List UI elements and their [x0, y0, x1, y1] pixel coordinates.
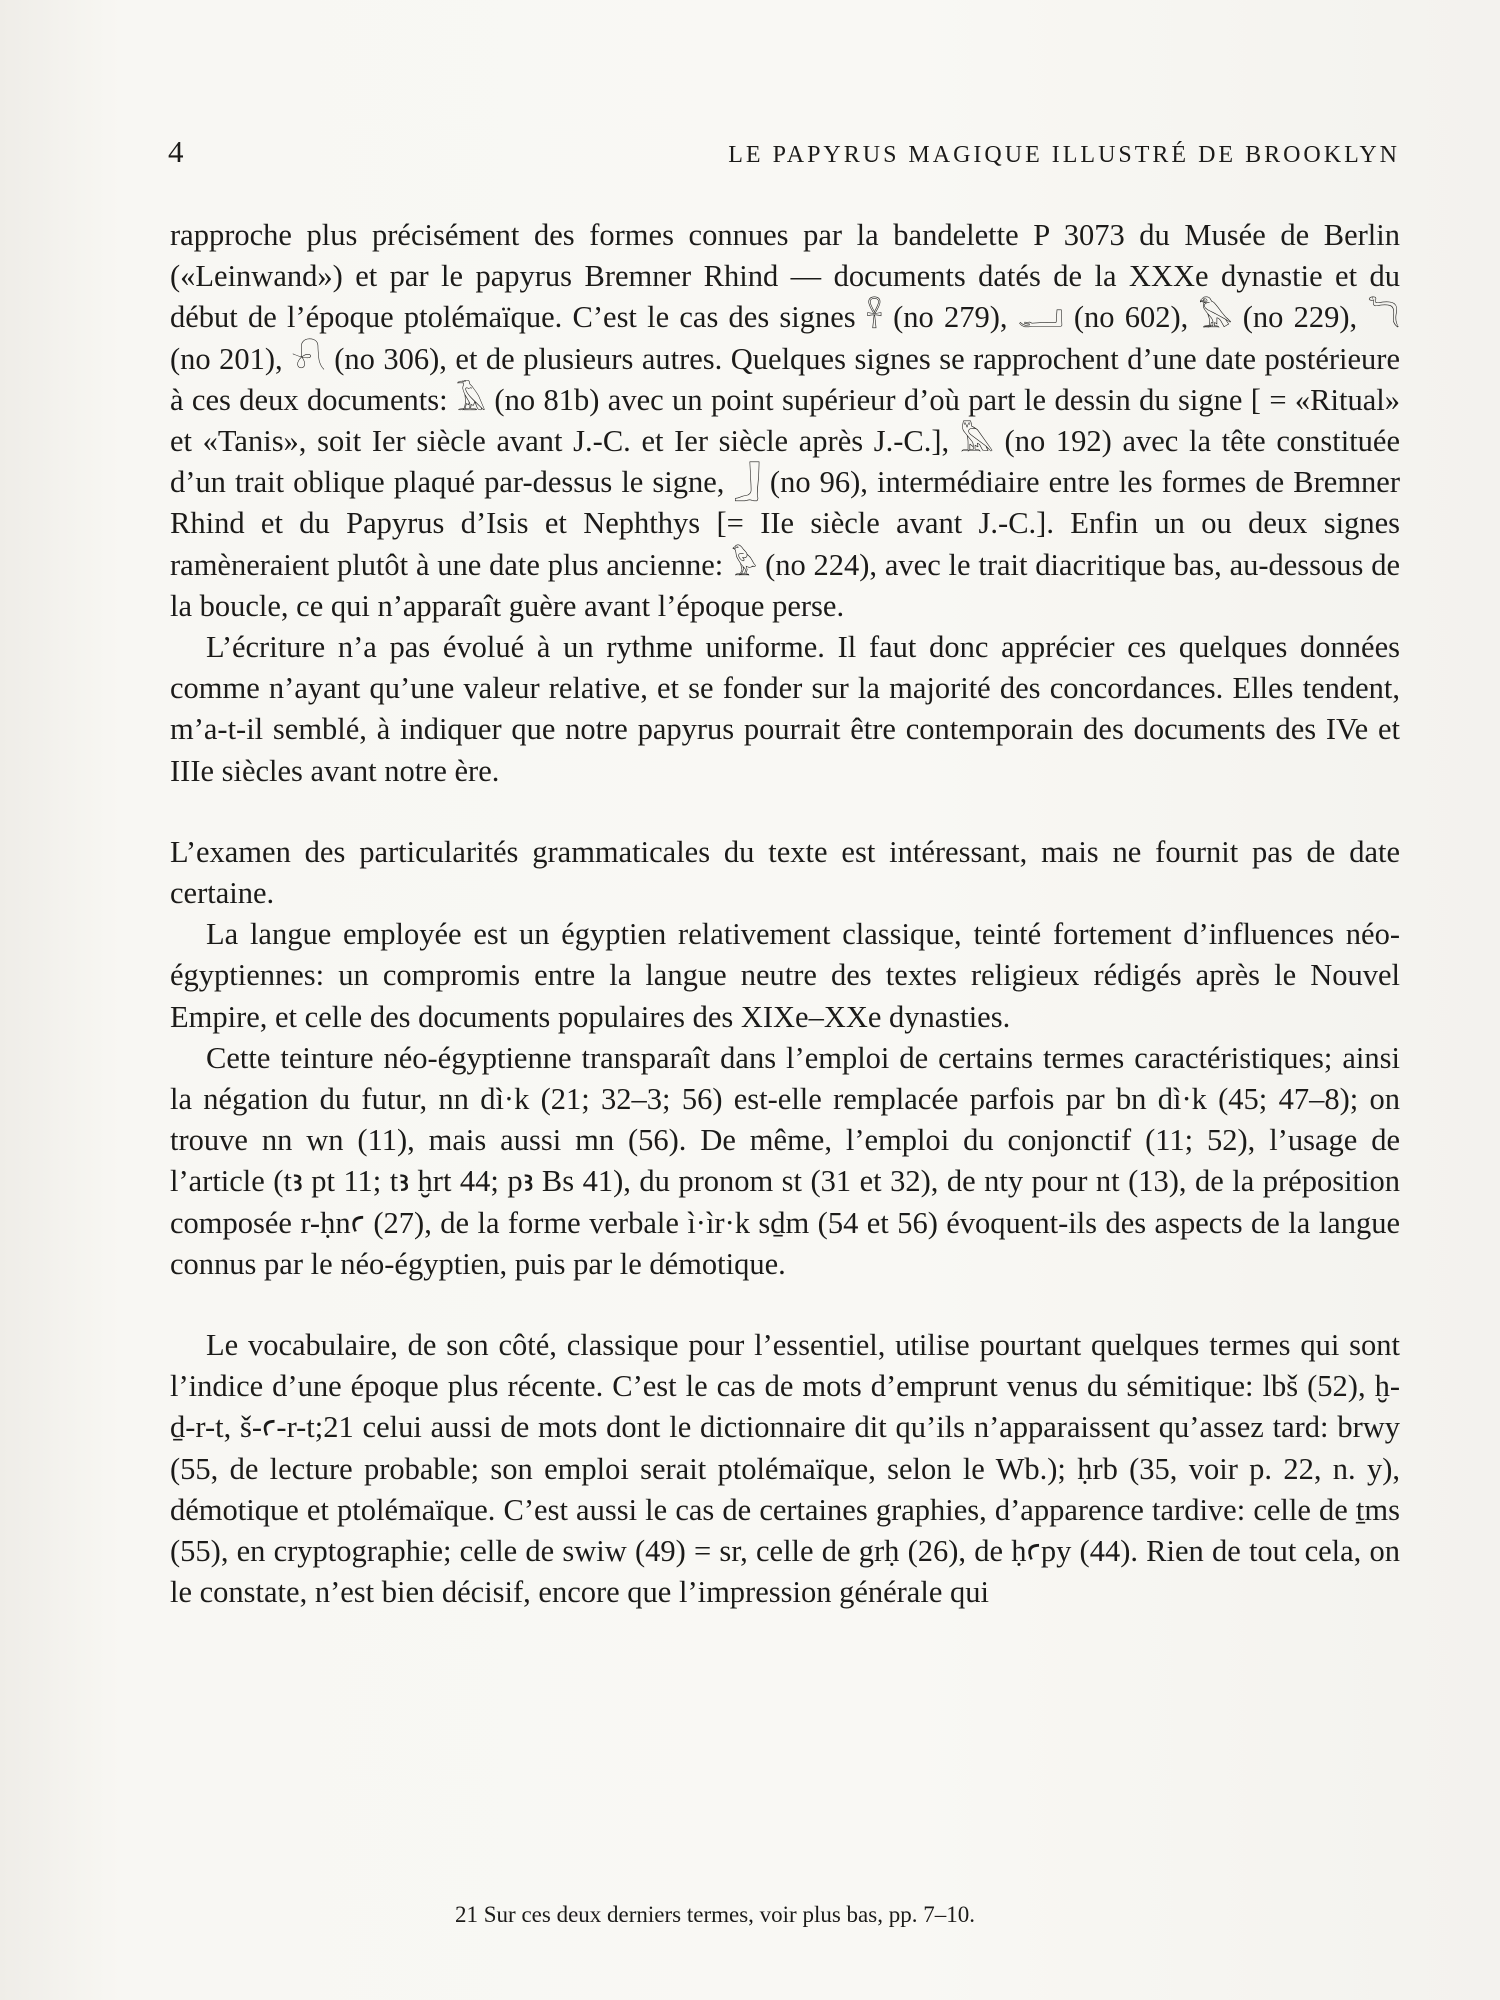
paragraph-1: rapproche plus précisément des formes connues par la bandelette P 3073 du Musée de Berlin («Leinwand») et par le papyrus Bremner Rhind — documents datés de la XXXe dynastie et du début de l’époque ptolémaïque. C’est le cas des signes 𓋹 (no 279), 𓂝 (no 602), 𓅃 (no 229), 𓆓 (no 201), 𓍯 (no 306), et de plusieurs autres. Quelques signes se rapprochent d’une date postérieure à ces deux documents: 𓄿 (no 81b) avec un point supérieur d’où part le dessin du signe [ = «Ritual» et «Tanis», soit Ier siècle avant J.-C. et Ier siècle après J.-C.], 𓅓 (no 192) avec la tête constituée d’un trait oblique plaqué par-dessus le signe, 𓃀 (no 96), intermédiaire entre les formes de Bremner Rhind et du Papyrus d’Isis et Nephthys [= IIe siècle avant J.-C.]. Enfin un ou deux signes ramèneraient plutôt à une date plus ancienne: 𓅱 (no 224), avec le trait diacritique bas, au-dessous de la boucle, ce qui n’apparaît guère avant l’époque perse. [170, 218, 1400, 623]
page-header [168, 134, 1400, 170]
footnote-21: 21 Sur ces deux derniers termes, voir plus bas, pp. 7–10. [455, 1902, 975, 1927]
paragraph-4: La langue employée est un égyptien relativement classique, teinté fortement d’influences néo-égyptiennes: un compromis entre la langue neutre des textes religieux rédigés après le Nouvel Empire, et celle des documents populaires des XIXe–XXe dynasties. [170, 917, 1400, 1034]
body-text [170, 215, 1400, 1614]
paragraph-2: L’écriture n’a pas évolué à un rythme uniforme. Il faut donc apprécier ces quelques données comme n’ayant qu’une valeur relative, et se fonder sur la majorité des concordances. Elles tendent, m’a-t-il semblé, à indiquer que notre papyrus pourrait être contemporain des documents des IVe et IIIe siècles avant notre ère. [170, 630, 1400, 788]
page-number: 4 [168, 134, 184, 169]
running-title: LE PAPYRUS MAGIQUE ILLUSTRÉ DE BROOKLYN [728, 142, 1400, 168]
paragraph-5: Cette teinture néo-égyptienne transparaît dans l’emploi de certains termes caractéristiques; ainsi la négation du futur, nn dì·k (21; 32–3; 56) est-elle remplacée parfois par bn dì·k (45; 47–8); on trouve nn wn (11), mais aussi mn (56). De même, l’emploi du conjonctif (11; 52), l’usage de l’article (tꜣ pt 11; tꜣ ḫrt 44; pꜣ Bs 41), du pronom st (31 et 32), de nty pour nt (13), de la préposition composée r-ḥnꜥ (27), de la forme verbale ì·ìr·k sḏm (54 et 56) évoquent-ils des aspects de la langue connus par le néo-égyptien, puis par le démotique. [170, 1040, 1400, 1281]
paragraph-6: Le vocabulaire, de son côté, classique pour l’essentiel, utilise pourtant quelques termes qui sont l’indice d’une époque plus récente. C’est le cas de mots d’emprunt venus du sémitique: lbš (52), ḫ-ḏ-r-t, š-ꜥ-r-t;21 celui aussi de mots dont le dictionnaire dit qu’ils n’apparaissent qu’assez tard: brwy (55, de lecture probable; son emploi serait ptolémaïque, selon le Wb.); ḥrb (35, voir p. 22, n. y), démotique et ptolémaïque. C’est aussi le cas de certaines graphies, d’apparence tardive: celle de ṯms (55), en cryptographie; celle de swiw (49) = sr, celle de grḥ (26), de ḥꜥpy (44). Rien de tout cela, on le constate, n’est bien décisif, encore que l’impression générale qui [170, 1328, 1400, 1610]
paragraph-3: L’examen des particularités grammaticales du texte est intéressant, mais ne fournit pas de date certaine. [170, 834, 1400, 911]
